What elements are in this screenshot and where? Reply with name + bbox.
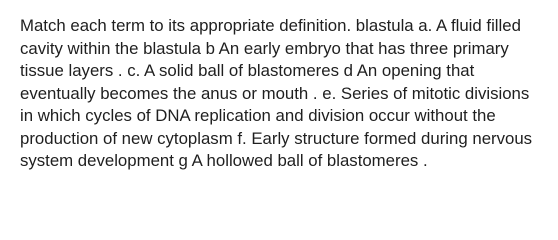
question-text: Match each term to its appropriate definition. blastula a. A fluid filled cavity within the blastula b An early embryo that has three primary tissue layers . c. A solid ball of blastomeres d An opening that eventually becomes the anus or mouth . e. Series of mitotic divisions in which cycles of DNA replication and division occur without the production of new cytoplasm f. Early structure formed during nervous system development g A hollowed ball of blastomeres . bbox=[20, 16, 533, 170]
